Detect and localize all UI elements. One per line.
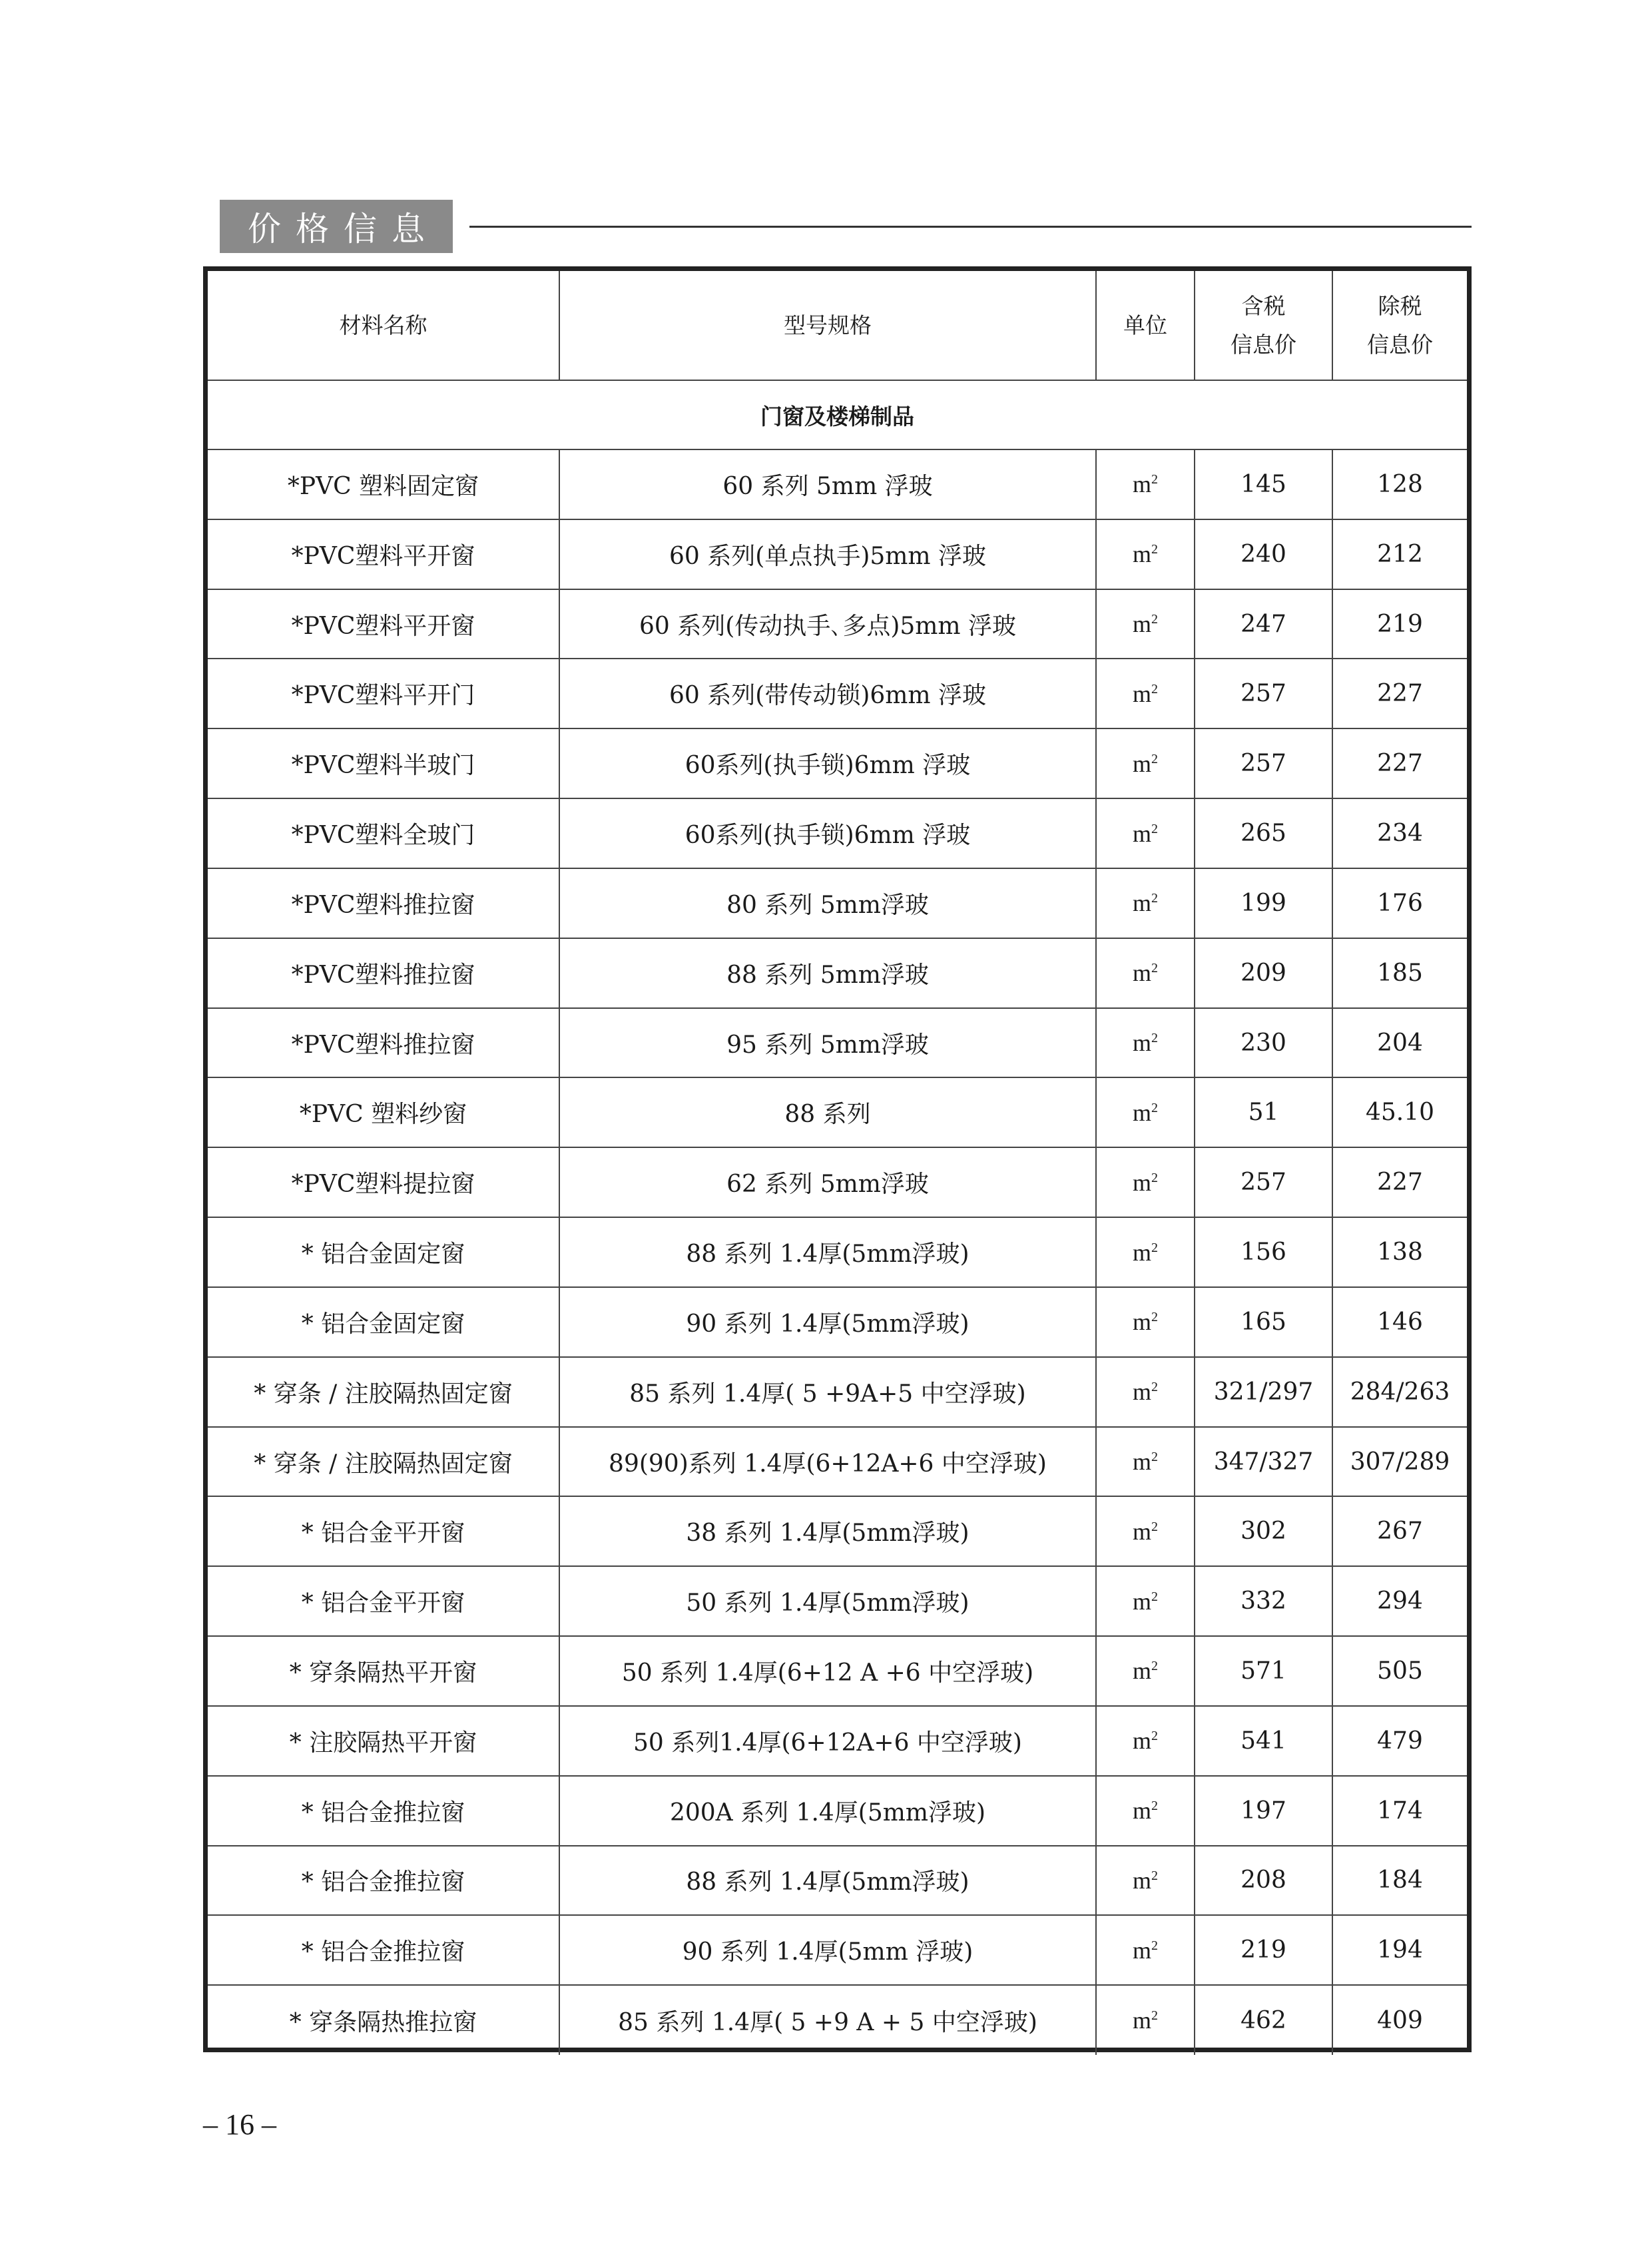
unit-exponent: 2 (1151, 542, 1158, 557)
unit-cell (1096, 1008, 1195, 1078)
spec-cell: 85 系列 1.4厚( 5 +9 A + 5 中空浮玻) (559, 1985, 1096, 2055)
unit-exponent: 2 (1151, 961, 1158, 976)
table-row (208, 589, 1467, 659)
unit-cell (1096, 659, 1195, 728)
unit-exponent: 2 (1151, 1938, 1158, 1953)
material-name-cell: * 铝合金固定窗 (208, 1217, 559, 1287)
spec-cell: 50 系列1.4厚(6+12A+6 中空浮玻) (559, 1706, 1096, 1776)
price-with-tax-cell: 199 (1195, 868, 1332, 938)
unit-cell (1096, 1636, 1195, 1706)
price-with-tax-cell: 571 (1195, 1636, 1332, 1706)
table-row (208, 1915, 1467, 1985)
material-name-cell: * 铝合金推拉窗 (208, 1846, 559, 1916)
unit-base: m (1132, 1657, 1151, 1685)
unit-cell (1096, 1217, 1195, 1287)
unit-exponent: 2 (1151, 1519, 1158, 1534)
unit-exponent: 2 (1151, 1799, 1158, 1814)
price-without-tax-cell: 227 (1332, 1147, 1467, 1217)
table-row (208, 1636, 1467, 1706)
price-with-tax-cell: 462 (1195, 1985, 1332, 2055)
unit-base: m (1132, 1378, 1151, 1406)
unit-base: m (1132, 471, 1151, 498)
unit-exponent: 2 (1151, 472, 1158, 487)
unit-base: m (1132, 1727, 1151, 1755)
unit-base: m (1132, 820, 1151, 847)
unit-cell (1096, 1776, 1195, 1846)
unit-cell (1096, 1566, 1195, 1636)
material-name-cell: * 穿条 / 注胶隔热固定窗 (208, 1427, 559, 1497)
table-row (208, 1147, 1467, 1217)
price-without-tax-cell: 234 (1332, 798, 1467, 868)
price-without-tax-cell: 185 (1332, 938, 1467, 1008)
unit-base: m (1132, 1099, 1151, 1126)
material-name-cell: *PVC塑料平开窗 (208, 519, 559, 589)
unit-base: m (1132, 680, 1151, 707)
material-name-cell: * 穿条 / 注胶隔热固定窗 (208, 1357, 559, 1427)
material-name-cell: * 穿条隔热平开窗 (208, 1636, 559, 1706)
material-name-cell: * 铝合金平开窗 (208, 1566, 559, 1636)
section-header-badge (220, 200, 453, 253)
unit-cell (1096, 1357, 1195, 1427)
table-header-row (208, 271, 1467, 380)
material-name-cell: * 穿条隔热推拉窗 (208, 1985, 559, 2055)
unit-cell (1096, 938, 1195, 1008)
section-header-title: 价格信息 (248, 210, 439, 248)
price-with-tax-cell: 208 (1195, 1846, 1332, 1916)
price-with-tax-cell: 265 (1195, 798, 1332, 868)
table-row (208, 1776, 1467, 1846)
price-with-tax-cell: 240 (1195, 519, 1332, 589)
spec-cell: 89(90)系列 1.4厚(6+12A+6 中空浮玻) (559, 1427, 1096, 1497)
price-without-tax-cell: 479 (1332, 1706, 1467, 1776)
unit-base: m (1132, 960, 1151, 987)
spec-cell: 60 系列(传动执手､多点)5mm 浮玻 (559, 589, 1096, 659)
price-without-tax-cell: 45.10 (1332, 1077, 1467, 1147)
price-with-tax-cell: 257 (1195, 1147, 1332, 1217)
unit-cell (1096, 1287, 1195, 1357)
column-header-material-name: 材料名称 (208, 271, 559, 380)
price-with-tax-cell: 302 (1195, 1496, 1332, 1566)
price-with-tax-cell: 51 (1195, 1077, 1332, 1147)
material-name-cell: *PVC塑料推拉窗 (208, 868, 559, 938)
material-name-cell: *PVC 塑料纱窗 (208, 1077, 559, 1147)
price-with-tax-cell: 257 (1195, 659, 1332, 728)
price-with-tax-cell: 541 (1195, 1706, 1332, 1776)
column-header-price-with-tax-line1: 含税 (1241, 292, 1286, 319)
unit-cell (1096, 1846, 1195, 1916)
spec-cell: 60 系列(单点执手)5mm 浮玻 (559, 519, 1096, 589)
price-with-tax-cell: 219 (1195, 1915, 1332, 1985)
price-with-tax-cell: 197 (1195, 1776, 1332, 1846)
unit-cell (1096, 1706, 1195, 1776)
spec-cell: 88 系列 1.4厚(5mm浮玻) (559, 1846, 1096, 1916)
price-without-tax-cell: 505 (1332, 1636, 1467, 1706)
material-name-cell: * 铝合金推拉窗 (208, 1776, 559, 1846)
unit-base: m (1132, 1029, 1151, 1057)
price-without-tax-cell: 267 (1332, 1496, 1467, 1566)
column-header-price-with-tax (1195, 271, 1332, 380)
column-header-price-with-tax-line2: 信息价 (1231, 331, 1296, 358)
unit-cell (1096, 728, 1195, 798)
price-with-tax-cell: 156 (1195, 1217, 1332, 1287)
table-row (208, 868, 1467, 938)
table-row (208, 938, 1467, 1008)
unit-exponent: 2 (1151, 1659, 1158, 1674)
price-with-tax-cell: 145 (1195, 449, 1332, 519)
unit-base: m (1132, 1518, 1151, 1545)
spec-cell: 50 系列 1.4厚(6+12 A +6 中空浮玻) (559, 1636, 1096, 1706)
unit-base: m (1132, 1448, 1151, 1475)
spec-cell: 90 系列 1.4厚(5mm浮玻) (559, 1287, 1096, 1357)
unit-base: m (1132, 2007, 1151, 2034)
column-header-unit: 单位 (1096, 271, 1195, 380)
material-name-cell: * 铝合金固定窗 (208, 1287, 559, 1357)
unit-cell (1096, 1985, 1195, 2055)
table-row (208, 1357, 1467, 1427)
spec-cell: 38 系列 1.4厚(5mm浮玻) (559, 1496, 1096, 1566)
price-without-tax-cell: 307/289 (1332, 1427, 1467, 1497)
table-row (208, 1706, 1467, 1776)
unit-base: m (1132, 1308, 1151, 1336)
table-row (208, 1008, 1467, 1078)
spec-cell: 85 系列 1.4厚( 5 +9A+5 中空浮玻) (559, 1357, 1096, 1427)
table-row (208, 1566, 1467, 1636)
price-with-tax-cell: 347/327 (1195, 1427, 1332, 1497)
material-name-cell: *PVC塑料半玻门 (208, 728, 559, 798)
price-without-tax-cell: 176 (1332, 868, 1467, 938)
table-row (208, 1427, 1467, 1497)
spec-cell: 60系列(执手锁)6mm 浮玻 (559, 798, 1096, 868)
price-with-tax-cell: 247 (1195, 589, 1332, 659)
price-without-tax-cell: 212 (1332, 519, 1467, 589)
unit-cell (1096, 1496, 1195, 1566)
unit-exponent: 2 (1151, 1310, 1158, 1325)
spec-cell: 60系列(执手锁)6mm 浮玻 (559, 728, 1096, 798)
table-row (208, 728, 1467, 798)
unit-exponent: 2 (1151, 681, 1158, 697)
material-name-cell: *PVC塑料全玻门 (208, 798, 559, 868)
unit-cell (1096, 1147, 1195, 1217)
price-with-tax-cell: 332 (1195, 1566, 1332, 1636)
unit-cell (1096, 519, 1195, 589)
table-row (208, 1287, 1467, 1357)
spec-cell: 60 系列(带传动锁)6mm 浮玻 (559, 659, 1096, 728)
price-table (208, 271, 1467, 2055)
price-without-tax-cell: 194 (1332, 1915, 1467, 1985)
column-header-price-without-tax (1332, 271, 1467, 380)
unit-cell (1096, 1915, 1195, 1985)
unit-exponent: 2 (1151, 1868, 1158, 1883)
price-without-tax-cell: 219 (1332, 589, 1467, 659)
column-header-price-without-tax-line2: 信息价 (1367, 331, 1433, 358)
material-name-cell: * 铝合金推拉窗 (208, 1915, 559, 1985)
table-row (208, 659, 1467, 728)
spec-cell: 88 系列 (559, 1077, 1096, 1147)
unit-exponent: 2 (1151, 1450, 1158, 1464)
price-without-tax-cell: 138 (1332, 1217, 1467, 1287)
price-without-tax-cell: 284/263 (1332, 1357, 1467, 1427)
unit-exponent: 2 (1151, 1240, 1158, 1255)
section-row (208, 380, 1467, 449)
column-header-price-without-tax-line1: 除税 (1378, 292, 1422, 319)
page-number: – 16 – (203, 2108, 276, 2141)
unit-exponent: 2 (1151, 891, 1158, 906)
table-row (208, 1077, 1467, 1147)
unit-exponent: 2 (1151, 2008, 1158, 2024)
price-without-tax-cell: 294 (1332, 1566, 1467, 1636)
material-name-cell: * 铝合金平开窗 (208, 1496, 559, 1566)
unit-cell (1096, 798, 1195, 868)
unit-exponent: 2 (1151, 1729, 1158, 1744)
price-without-tax-cell: 184 (1332, 1846, 1467, 1916)
spec-cell: 95 系列 5mm浮玻 (559, 1008, 1096, 1078)
unit-exponent: 2 (1151, 821, 1158, 836)
spec-cell: 80 系列 5mm浮玻 (559, 868, 1096, 938)
unit-base: m (1132, 541, 1151, 568)
unit-exponent: 2 (1151, 1031, 1158, 1046)
unit-exponent: 2 (1151, 612, 1158, 627)
header-rule (469, 226, 1472, 228)
price-without-tax-cell: 146 (1332, 1287, 1467, 1357)
unit-exponent: 2 (1151, 1100, 1158, 1115)
price-without-tax-cell: 227 (1332, 728, 1467, 798)
unit-base: m (1132, 1239, 1151, 1266)
unit-base: m (1132, 611, 1151, 638)
section-title: 门窗及楼梯制品 (208, 380, 1467, 449)
table-row (208, 1217, 1467, 1287)
price-with-tax-cell: 209 (1195, 938, 1332, 1008)
price-with-tax-cell: 321/297 (1195, 1357, 1332, 1427)
table-row (208, 1985, 1467, 2055)
spec-cell: 200A 系列 1.4厚(5mm浮玻) (559, 1776, 1096, 1846)
spec-cell: 88 系列 1.4厚(5mm浮玻) (559, 1217, 1096, 1287)
material-name-cell: *PVC塑料推拉窗 (208, 938, 559, 1008)
material-name-cell: *PVC塑料平开门 (208, 659, 559, 728)
price-without-tax-cell: 409 (1332, 1985, 1467, 2055)
table-row (208, 1496, 1467, 1566)
unit-exponent: 2 (1151, 1589, 1158, 1604)
unit-exponent: 2 (1151, 1380, 1158, 1395)
price-without-tax-cell: 128 (1332, 449, 1467, 519)
price-without-tax-cell: 227 (1332, 659, 1467, 728)
material-name-cell: *PVC 塑料固定窗 (208, 449, 559, 519)
table-row (208, 449, 1467, 519)
unit-base: m (1132, 1587, 1151, 1615)
spec-cell: 60 系列 5mm 浮玻 (559, 449, 1096, 519)
unit-exponent: 2 (1151, 1170, 1158, 1185)
spec-cell: 88 系列 5mm浮玻 (559, 938, 1096, 1008)
unit-base: m (1132, 890, 1151, 917)
material-name-cell: * 注胶隔热平开窗 (208, 1706, 559, 1776)
price-without-tax-cell: 204 (1332, 1008, 1467, 1078)
unit-cell (1096, 589, 1195, 659)
spec-cell: 90 系列 1.4厚(5mm 浮玻) (559, 1915, 1096, 1985)
spec-cell: 62 系列 5mm浮玻 (559, 1147, 1096, 1217)
unit-base: m (1132, 1936, 1151, 1964)
unit-base: m (1132, 1797, 1151, 1825)
material-name-cell: *PVC塑料平开窗 (208, 589, 559, 659)
unit-exponent: 2 (1151, 751, 1158, 766)
price-table-frame (203, 266, 1472, 2052)
unit-base: m (1132, 1866, 1151, 1894)
table-row (208, 798, 1467, 868)
price-with-tax-cell: 257 (1195, 728, 1332, 798)
unit-cell (1096, 1077, 1195, 1147)
spec-cell: 50 系列 1.4厚(5mm浮玻) (559, 1566, 1096, 1636)
material-name-cell: *PVC塑料提拉窗 (208, 1147, 559, 1217)
unit-cell (1096, 1427, 1195, 1497)
price-without-tax-cell: 174 (1332, 1776, 1467, 1846)
column-header-spec: 型号规格 (559, 271, 1096, 380)
price-with-tax-cell: 230 (1195, 1008, 1332, 1078)
unit-base: m (1132, 750, 1151, 777)
material-name-cell: *PVC塑料推拉窗 (208, 1008, 559, 1078)
unit-cell (1096, 449, 1195, 519)
unit-base: m (1132, 1169, 1151, 1196)
table-row (208, 519, 1467, 589)
unit-cell (1096, 868, 1195, 938)
price-with-tax-cell: 165 (1195, 1287, 1332, 1357)
table-row (208, 1846, 1467, 1916)
